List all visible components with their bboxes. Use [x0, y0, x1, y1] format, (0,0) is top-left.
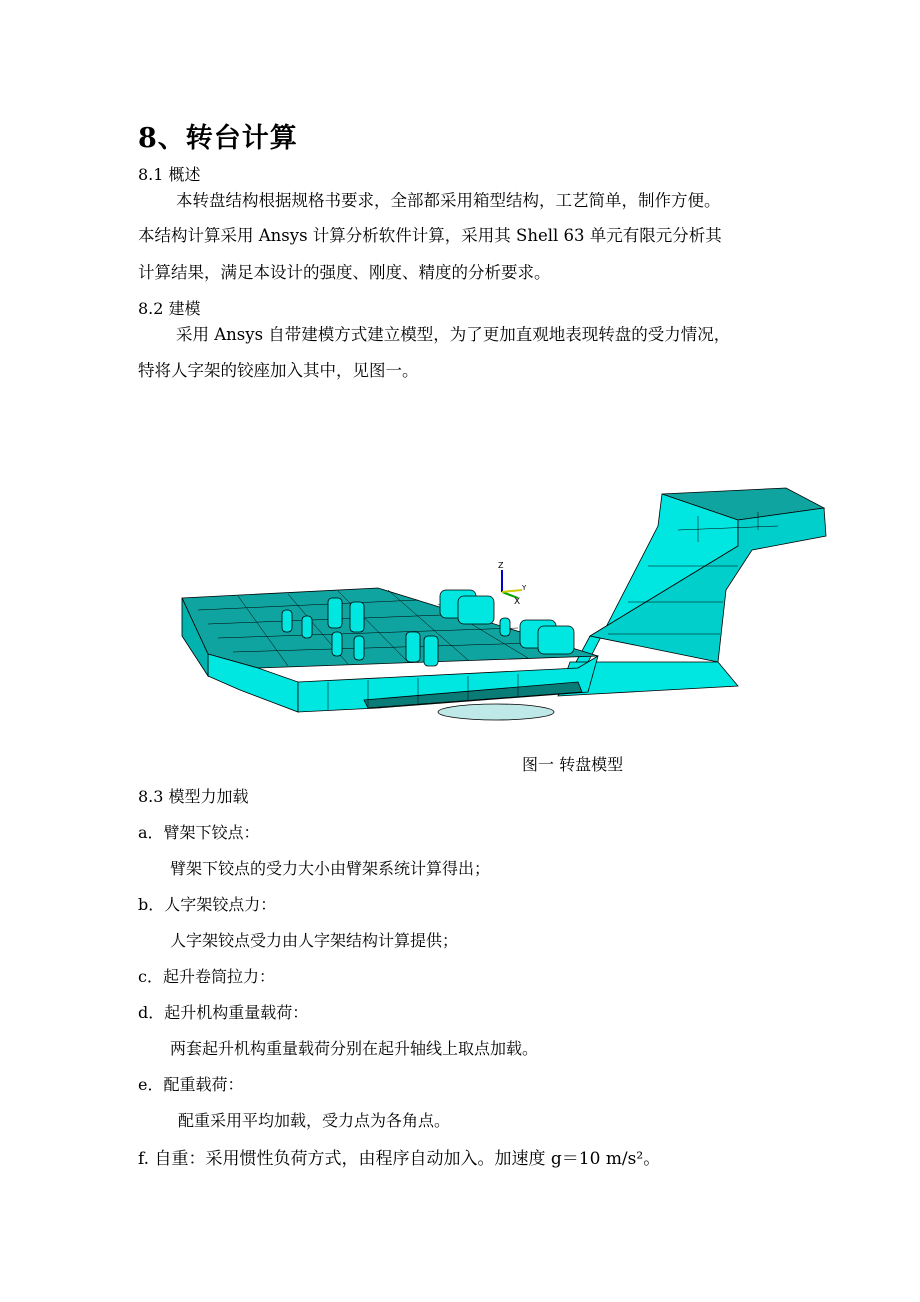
load-item-b-label: b．人字架铰点力： [138, 895, 277, 914]
load-item-f-label: f. 自重：采用惯性负荷方式，由程序自动加入。加速度 g＝10 m/s²。 [138, 1149, 661, 1169]
subsection-heading-loads: 8.3 模型力加载 [138, 787, 249, 806]
figure-caption: 图一 转盘模型 [522, 755, 624, 774]
overview-line-3: 计算结果，满足本设计的强度、刚度、精度的分析要求。 [138, 263, 551, 282]
lug-3 [282, 610, 292, 632]
lug-8 [424, 636, 438, 666]
load-item-e-desc: 配重采用平均加载，受力点为各角点。 [178, 1111, 451, 1130]
overview-line-1: 本转盘结构根据规格书要求，全部都采用箱型结构，工艺简单，制作方便。 [176, 191, 721, 210]
hinge-seat-2 [458, 596, 494, 624]
turntable-model-figure [178, 486, 830, 736]
section-title: 8、转台计算 [138, 123, 298, 154]
lug-7 [406, 632, 420, 662]
lug-9 [500, 618, 510, 636]
load-item-e-label: e．配重载荷： [138, 1075, 244, 1094]
modeling-line-2: 特将人字架的铰座加入其中，见图一。 [138, 361, 419, 380]
axis-y-label: Y [522, 584, 527, 592]
load-item-b-desc: 人字架铰点受力由人字架结构计算提供； [170, 931, 459, 950]
subsection-heading-overview: 8.1 概述 [138, 165, 201, 184]
load-item-d-desc: 两套起升机构重量载荷分别在起升轴线上取点加载。 [170, 1039, 539, 1058]
load-item-a-desc: 臂架下铰点的受力大小由臂架系统计算得出； [170, 859, 491, 878]
lug-5 [332, 632, 342, 656]
axis-x-label: X [514, 597, 521, 607]
hinge-seat-4 [538, 626, 574, 654]
load-item-d-label: d．起升机构重量载荷： [138, 1003, 309, 1022]
load-item-a-label: a．臂架下铰点： [138, 823, 260, 842]
modeling-line-1: 采用 Ansys 自带建模方式建立模型，为了更加直观地表现转盘的受力情况， [176, 325, 731, 344]
slew-ring [438, 704, 554, 720]
axis-z-label: Z [498, 561, 504, 570]
lug-1 [328, 598, 342, 628]
load-item-c-label: c．起升卷筒拉力： [138, 967, 275, 986]
subsection-heading-modeling: 8.2 建模 [138, 299, 201, 318]
overview-line-2: 本结构计算采用 Ansys 计算分析软件计算，采用其 Shell 63 单元有限元分析其 [138, 226, 722, 245]
axis-triad [498, 561, 527, 607]
lug-4 [302, 616, 312, 638]
lug-2 [350, 602, 364, 632]
lug-6 [354, 636, 364, 660]
